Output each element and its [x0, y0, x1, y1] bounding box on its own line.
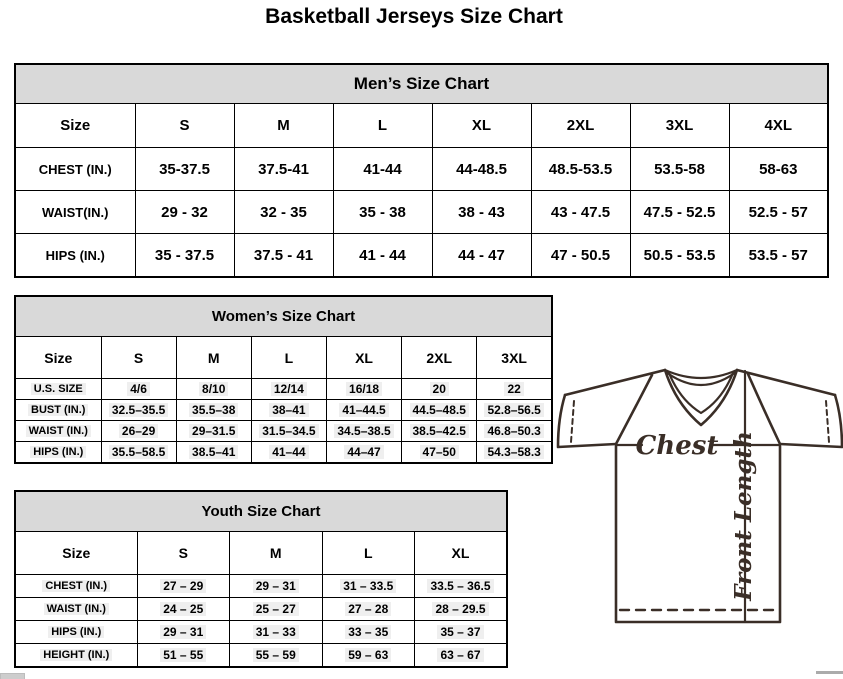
row-label: HIPS (IN.)	[15, 621, 137, 644]
size-cell: 47.5 - 52.5	[630, 191, 729, 234]
horizontal-scrollbar-thumb[interactable]	[0, 673, 25, 679]
size-cell: 47–50	[402, 442, 477, 464]
size-cell: 31.5–34.5	[251, 421, 326, 442]
size-cell: 51 – 55	[137, 644, 230, 668]
womens-column-header-size: Size	[15, 337, 101, 379]
row-label: WAIST (IN.)	[15, 421, 101, 442]
size-cell: 35.5–38	[176, 400, 251, 421]
womens-column-header-xl: XL	[326, 337, 401, 379]
mens-column-header-s: S	[135, 104, 234, 148]
row-label: CHEST (IN.)	[15, 575, 137, 598]
youth-column-header-xl: XL	[415, 532, 508, 575]
size-cell: 52.5 - 57	[729, 191, 828, 234]
size-cell: 32.5–35.5	[101, 400, 176, 421]
size-cell: 33.5 – 36.5	[415, 575, 508, 598]
womens-table-row	[15, 421, 552, 442]
row-label: WAIST(IN.)	[15, 191, 135, 234]
size-cell: 4/6	[101, 379, 176, 400]
size-cell: 55 – 59	[230, 644, 323, 668]
size-cell: 29 – 31	[137, 621, 230, 644]
size-cell: 32 - 35	[234, 191, 333, 234]
size-cell: 28 – 29.5	[415, 598, 508, 621]
size-cell: 38–41	[251, 400, 326, 421]
chest-label: Chest	[635, 431, 719, 461]
size-cell: 52.8–56.5	[477, 400, 552, 421]
mens-table-title: Men’s Size Chart	[15, 64, 828, 104]
size-cell: 16/18	[326, 379, 401, 400]
mens-column-header-2xl: 2XL	[531, 104, 630, 148]
size-cell: 35-37.5	[135, 148, 234, 191]
size-cell: 8/10	[176, 379, 251, 400]
size-cell: 22	[477, 379, 552, 400]
size-cell: 44.5–48.5	[402, 400, 477, 421]
size-cell: 44-48.5	[432, 148, 531, 191]
row-label: CHEST (IN.)	[15, 148, 135, 191]
size-cell: 29 - 32	[135, 191, 234, 234]
size-cell: 35.5–58.5	[101, 442, 176, 464]
womens-column-header-2xl: 2XL	[402, 337, 477, 379]
size-cell: 34.5–38.5	[326, 421, 401, 442]
youth-size-table	[14, 490, 508, 668]
youth-column-header-size: Size	[15, 532, 137, 575]
womens-table-row	[15, 400, 552, 421]
mens-column-header-m: M	[234, 104, 333, 148]
mens-column-header-l: L	[333, 104, 432, 148]
size-cell: 37.5 - 41	[234, 234, 333, 278]
mens-column-header-size: Size	[15, 104, 135, 148]
size-cell: 41–44.5	[326, 400, 401, 421]
size-cell: 54.3–58.3	[477, 442, 552, 464]
youth-column-header-s: S	[137, 532, 230, 575]
size-cell: 44 - 47	[432, 234, 531, 278]
mens-table-row	[15, 148, 828, 191]
row-label: HIPS (IN.)	[15, 442, 101, 464]
mens-size-table	[14, 63, 829, 278]
jersey-measurement-diagram	[555, 356, 843, 646]
size-cell: 48.5-53.5	[531, 148, 630, 191]
page-title: Basketball Jerseys Size Chart	[265, 5, 563, 28]
womens-column-header-3xl: 3XL	[477, 337, 552, 379]
size-cell: 63 – 67	[415, 644, 508, 668]
left-cuff-seam-dashed-line	[571, 401, 574, 442]
size-cell: 47 - 50.5	[531, 234, 630, 278]
size-cell: 12/14	[251, 379, 326, 400]
size-cell: 25 – 27	[230, 598, 323, 621]
youth-table-row	[15, 644, 507, 668]
size-cell: 35 - 37.5	[135, 234, 234, 278]
size-cell: 41-44	[333, 148, 432, 191]
size-cell: 59 – 63	[322, 644, 415, 668]
youth-table-title: Youth Size Chart	[15, 491, 507, 532]
mens-table-row	[15, 191, 828, 234]
womens-column-header-l: L	[251, 337, 326, 379]
right-cuff-seam-dashed-line	[826, 401, 829, 442]
womens-table-title: Women’s Size Chart	[15, 296, 552, 337]
size-cell: 53.5-58	[630, 148, 729, 191]
size-cell: 38.5–41	[176, 442, 251, 464]
size-cell: 41–44	[251, 442, 326, 464]
size-cell: 31 – 33.5	[322, 575, 415, 598]
size-cell: 33 – 35	[322, 621, 415, 644]
mens-table-row	[15, 234, 828, 278]
row-label: HIPS (IN.)	[15, 234, 135, 278]
youth-column-header-l: L	[322, 532, 415, 575]
size-cell: 44–47	[326, 442, 401, 464]
size-cell: 24 – 25	[137, 598, 230, 621]
size-cell: 50.5 - 53.5	[630, 234, 729, 278]
size-cell: 43 - 47.5	[531, 191, 630, 234]
womens-size-table	[14, 295, 553, 464]
mens-column-header-xl: XL	[432, 104, 531, 148]
row-label: U.S. SIZE	[15, 379, 101, 400]
size-cell: 20	[402, 379, 477, 400]
youth-table-row	[15, 575, 507, 598]
row-label: HEIGHT (IN.)	[15, 644, 137, 668]
size-cell: 27 – 28	[322, 598, 415, 621]
size-cell: 38 - 43	[432, 191, 531, 234]
size-cell: 31 – 33	[230, 621, 323, 644]
size-cell: 41 - 44	[333, 234, 432, 278]
womens-column-header-m: M	[176, 337, 251, 379]
size-cell: 46.8–50.3	[477, 421, 552, 442]
size-cell: 29 – 31	[230, 575, 323, 598]
mens-column-header-4xl: 4XL	[729, 104, 828, 148]
mens-column-header-3xl: 3XL	[630, 104, 729, 148]
size-cell: 35 – 37	[415, 621, 508, 644]
size-cell: 29–31.5	[176, 421, 251, 442]
size-cell: 58-63	[729, 148, 828, 191]
row-label: WAIST (IN.)	[15, 598, 137, 621]
size-cell: 38.5–42.5	[402, 421, 477, 442]
size-cell: 26–29	[101, 421, 176, 442]
size-cell: 53.5 - 57	[729, 234, 828, 278]
womens-table-row	[15, 442, 552, 464]
front-length-label: Front Length	[730, 431, 757, 601]
size-cell: 27 – 29	[137, 575, 230, 598]
womens-column-header-s: S	[101, 337, 176, 379]
scrollbar-fragment[interactable]	[816, 671, 843, 674]
youth-column-header-m: M	[230, 532, 323, 575]
jersey-outline-drawing	[555, 356, 843, 646]
youth-table-row	[15, 621, 507, 644]
size-cell: 37.5-41	[234, 148, 333, 191]
youth-table-row	[15, 598, 507, 621]
womens-table-row	[15, 379, 552, 400]
size-cell: 35 - 38	[333, 191, 432, 234]
row-label: BUST (IN.)	[15, 400, 101, 421]
